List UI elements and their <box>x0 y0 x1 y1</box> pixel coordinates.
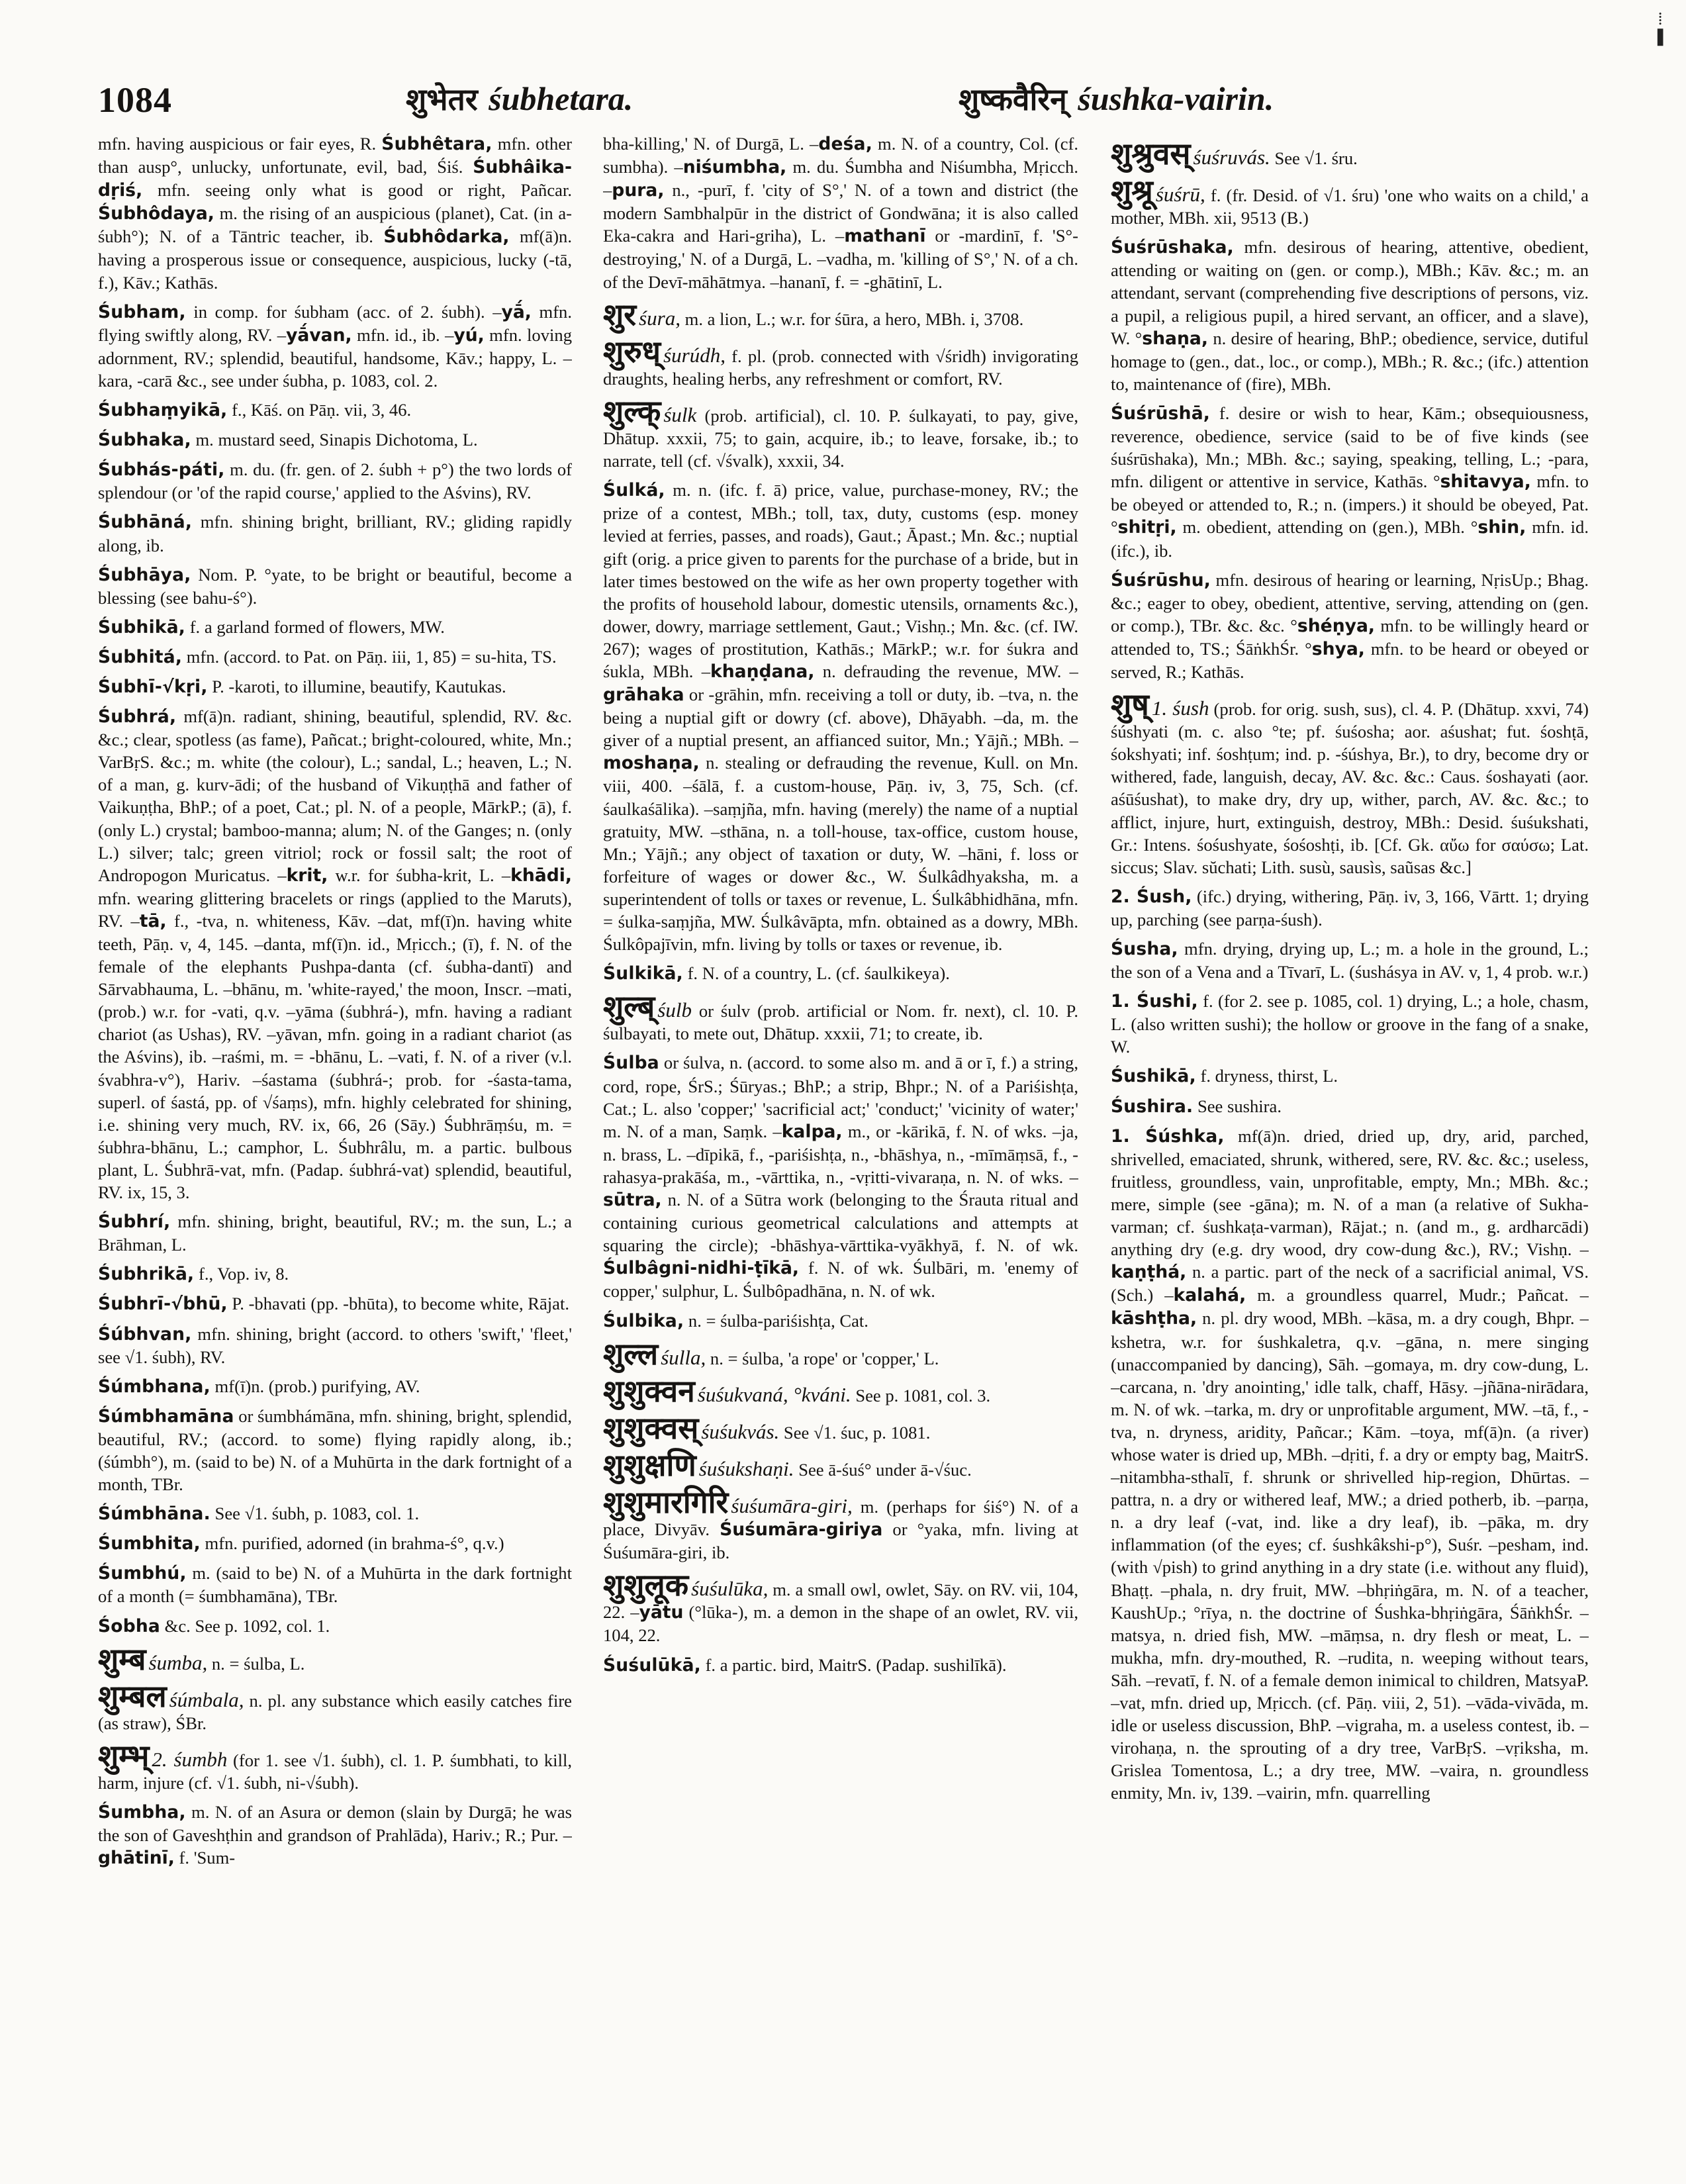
definition-text: n. = śulba, L. <box>207 1653 305 1674</box>
compound-headword: kalpa, <box>781 1121 843 1142</box>
dictionary-entry <box>1111 1125 1589 1805</box>
devanagari-headword: शुशुक्वस् <box>603 1409 699 1446</box>
headword: Śúbhvan, <box>98 1323 192 1345</box>
compound-headword: yā́, <box>501 301 532 322</box>
headword: Śubhitá, <box>98 646 183 667</box>
definition-text: or śulv (prob. artificial or Nom. fr. next), cl. 10. P. śulbayati, to mete out, Dhātup. xxxii, 71; to create, ib. <box>603 1001 1078 1044</box>
definition-text: m., or -kārikā, f. N. of wks. –ja, n. brass, L. –dīpikā, f., -pariśishṭa, n., -bhāshya, n., -mīmāṃsā, f., -rahasya-prakāśa, m., -vārttika, n., -vṛitti-vivaraṇa, n. N. of wks. – <box>603 1121 1078 1187</box>
headword: Śubhêtara, <box>381 134 492 154</box>
definition-text: m. a groundless quarrel, Mudr.; Pañcat. – <box>1246 1285 1589 1306</box>
dictionary-entry <box>1111 1095 1589 1118</box>
definition-text: w.r. for śubha-krit, L. – <box>328 865 511 885</box>
compound-headword: khādi, <box>510 865 572 886</box>
headword: deśa, <box>818 134 872 154</box>
root-entry <box>1111 175 1589 229</box>
compound-headword: ghātinī, <box>98 1848 175 1869</box>
definition-text: See ā-śuś° under ā-√śuc. <box>794 1459 972 1480</box>
dictionary-entry <box>603 962 1078 985</box>
definition-text: mfn. wearing glittering bracelets or rings (applied to the Maruts), RV. – <box>98 888 572 931</box>
definition-text: (prob. artificial), cl. 10. P. śulkayati, to pay, give, Dhātup. xxxii, 75; to gain, acquire, ib.; to leave, forsake, ib.; to narrate, tell (cf. √śvalk), xxxii, 34. <box>603 405 1078 471</box>
column-1 <box>98 132 572 2145</box>
compound-headword: krit, <box>286 865 328 886</box>
definition-text: m. N. of a country, Col. (cf. sumbha). – <box>603 134 1078 177</box>
dictionary-entry <box>98 458 572 504</box>
headword: Śulba <box>603 1053 659 1074</box>
headword: Śubhī-√kṛi, <box>98 676 208 697</box>
roman-headword: 1. śush <box>1151 696 1209 720</box>
headword: Śubhrikā, <box>98 1264 195 1285</box>
devanagari-headword: शुशुक्वन <box>603 1372 695 1409</box>
compound-headword: Śubhôdarka, <box>383 226 510 248</box>
roman-headword: śulb <box>657 998 692 1022</box>
dictionary-entry <box>1111 236 1589 395</box>
headword: Śushikā, <box>1111 1066 1196 1087</box>
compound-headword: Śubhôdaya, <box>98 203 214 224</box>
root-entry <box>603 1372 1078 1409</box>
compound-headword: mathanī <box>844 226 926 247</box>
definition-text: n. pl. dry wood, MBh. –kāsa, m. a dry cough, Bhpr. –kshetra, w.r. for śushkaletra, q.v. –gāna, n. mere singing (unaccompanied by dancing), Sāh. –gomaya, m. dry cow-dung, L. –carcana, n. 'dry anointing,' idle talk, chaff, Hāsy. –jñāna-nirādara, m. N. of wk. –tarka, m. dry or unprofitable argument, MW. –tā, f., -tva, n. dryness, aridity, Pañcar.; Kām. –toya, mf(ā)n. (a river) whose water is dried up, MBh. –dṛiti, f. a dry or empty bag, MaitrS. –nitambha-sthalī, f. shrunk or shrivelled hip-region, Dhūrtas. –pattra, n. a dry or withered leaf, MW.; a dried potherb, ib. –parṇa, n. a dry leaf (-vat, ind. like a dry leaf), ib. –pāka, m. dry inflammation (of the eyes; cf. śushkâkshi-p°), Suśr. –pesham, ind. (with √pish) to grind anything in a dry state (i.e. without any fluid), Bhaṭṭ. –phala, n. dry fruit, MW. –bhṛiṅgāra, m. N. of a teacher, KaushUp.; °rīya, n. the doctrine of Śushka-bhṛiṅgāra, ŚāṅkhŚr. –matsya, n. dried fish, MW. –māṃsa, n. dry flesh or meat, L. –mukha, mfn. dry-mouthed, R. –rudita, n. weeping without tears, Sāh. –revatī, f. N. of a female demon inimical to children, MatsyaP. –vat, mfn. dried up, Mṛicch. (cf. Pāṇ. viii, 2, 51). –vāda-vivāda, m. idle or useless discussion, BhP. –vigraha, m. a useless contest, ib. –virohaṇa, n. the sprouting of a dry tree, VarBṛS. –vṛiksha, m. Grislea Tomentosa, L.; a dry tree, MW. –vaira, n. groundless enmity, Mn. iv, 139. –vairin, mfn. quarrelling <box>1111 1308 1589 1803</box>
definition-text: n. stealing or defrauding the revenue, Kull. on Mn. viii, 400. –śālā, f. a custom-house, Pāṇ. iv, 3, 75, Sch. (cf. śaulkaśālika). –saṃjña, mfn. having (merely) the name of a nuptial gratuity, MW. –sthāna, n. a toll-house, tax-office, custom house, Mn.; Yājñ.; any object of taxation or duty, W. –hāni, f. loss or forfeiture of wages or dower &c., W. Śulkâdhyaksha, m. a superintendent of tolls or taxes or revenue, L. Śulkâbhidhāna, mfn. = śulka-saṃjña, MW. Śulkâvāpta, mfn. obtained as a dowry, MBh. Śulkôpajīvin, mfn. living by tolls or taxes or revenue, ib. <box>603 753 1078 955</box>
headword: Śulbika, <box>603 1310 684 1331</box>
definition-text: (°lūka-), m. a demon in the shape of an owlet, RV. vii, 104, 22. <box>603 1602 1078 1646</box>
left-guide-roman: śubhetara. <box>489 80 633 117</box>
devanagari-headword: शुल्ल <box>603 1335 659 1372</box>
dictionary-entry <box>98 510 572 556</box>
left-guide-devanagari: शुभेतर <box>406 81 478 117</box>
definition-text: m. a lion, L.; w.r. for śūra, a hero, MBh. i, 3708. <box>680 309 1024 329</box>
right-guide-devanagari: शुष्कवैरिन् <box>959 81 1067 117</box>
devanagari-headword: शुम्भ् <box>98 1737 150 1774</box>
definition-text: f. dryness, thirst, L. <box>1195 1066 1338 1086</box>
definition-text: f. 'Sum- <box>174 1848 236 1868</box>
definition-text: n., -purī, f. 'city of S°,' N. of a town and district (the modern Sambhalpūr in the district of Gondwāna; it is also called Eka-cakra and Hari-griha), L. – <box>603 180 1078 246</box>
definition-text: mfn. (accord. to Pat. on Pāṇ. iii, 1, 85) = su-hita, TS. <box>182 646 557 667</box>
dictionary-entry <box>98 1562 572 1607</box>
roman-headword: śuśukvás. <box>701 1419 780 1443</box>
devanagari-headword: शुशुमारगिरि <box>603 1484 729 1520</box>
compound-headword: kāshṭha, <box>1111 1308 1197 1329</box>
roman-headword: śuśulūka, <box>691 1577 769 1601</box>
roman-headword: śuśrū, <box>1155 183 1205 207</box>
definition-text: mfn. desirous of hearing or learning, NṛisUp.; Bhag. &c.; eager to obey, obedient, attentive, serving, attending on (gen. or comp.), TBr. &c. &c. ° <box>1111 569 1589 636</box>
definition-text: m. (perhaps for śiś°) N. of a place, Divyāv. <box>603 1496 1078 1540</box>
devanagari-headword: शुल्ब् <box>603 988 655 1025</box>
compound-headword: moshaṇa, <box>603 753 700 774</box>
compound-headword: Śubhâika-dṛiś, <box>98 157 572 201</box>
definition-text: or -grāhin, mfn. receiving a toll or duty, ib. –tva, n. the being a nuptial gift or dowry (cf. above), Dhāyabh. –da, m. the giver of a nuptial present, an affianced suitor, Mn.; Yājñ.; MBh. – <box>603 685 1078 751</box>
compound-headword: yātu <box>639 1602 684 1623</box>
definition-text: P. -karoti, to illumine, beautify, Kautukas. <box>207 676 506 696</box>
definition-text: m. obedient, attending on (gen.), MBh. ° <box>1176 517 1478 538</box>
compound-headword: shitavya, <box>1440 471 1531 493</box>
definition-text: mf(ā)n. having a prosperous issue or consequence, auspicious, lucky (-tā, f.), Kāv.; Kathās. <box>98 226 572 293</box>
compound-headword: kaṇṭhá, <box>1111 1262 1187 1283</box>
devanagari-headword: शुरुध् <box>603 333 661 369</box>
definition-text: or -mardinī, f. 'S°-destroying,' N. of a Durgā, L. –vadha, m. 'killing of S°,' N. of a ch. of the Devī-māhātmya. –hananī, f. = -ghātinī, L. <box>603 226 1078 292</box>
left-guide-word <box>406 79 633 118</box>
compound-headword: kalahá, <box>1173 1285 1246 1306</box>
headword: Śubhrá, <box>98 706 177 728</box>
definition-text: See √1. śru. <box>1270 148 1358 168</box>
entry-continuation: mfn. having auspicious or fair eyes, R. <box>98 134 382 154</box>
definition-text: (for 1. see √1. śubh), cl. 1. P. śumbhati, to kill, harm, injure (cf. √1. śubh, ni-√śubh). <box>98 1750 572 1793</box>
compound-headword: shéṇya, <box>1297 615 1376 636</box>
definition-text: mfn. to be obeyed or attended to, R.; n. (impers.) it should be obeyed, Pat. ° <box>1111 471 1589 538</box>
headword: 1. Śúshka, <box>1111 1125 1225 1147</box>
roman-headword: śulk <box>663 403 697 426</box>
definition-text: &c. See p. 1092, col. 1. <box>160 1615 330 1636</box>
root-entry <box>603 395 1078 472</box>
definition-text: mfn. loving adornment, RV.; splendid, beautiful, handsome, Kāv.; happy, L. –kara, -carā &c., see under śubha, p. 1083, col. 2. <box>98 324 572 391</box>
definition-text: m. mustard seed, Sinapis Dichotoma, L. <box>191 430 478 450</box>
roman-headword: śura, <box>639 306 680 330</box>
dictionary-entry <box>1111 937 1589 983</box>
definition-text: mfn. shining, bright (accord. to others 'swift,' 'fleet,' see √1. śubh), RV. <box>98 1323 572 1367</box>
definition-text: mfn. desirous of hearing, attentive, obedient, attending or waiting on (gen. or comp.), MBh.; Kāv. &c.; m. an attendant, servant (comprehending five descriptions of persons, viz. a pupil, a religious pupil, a hired servant, an officer, and a slave), W. ° <box>1111 237 1589 348</box>
definition-text: m. the rising of an auspicious (planet), Cat. (in a-śubh°); N. of a Tāntric teacher, ib. <box>98 203 572 247</box>
definition-text: f., Vop. iv, 8. <box>194 1264 289 1284</box>
dictionary-entry <box>1111 990 1589 1058</box>
devanagari-headword: शुशुलूक <box>603 1567 689 1603</box>
dictionary-entry <box>98 1375 572 1398</box>
dictionary-entry <box>603 132 1078 293</box>
definition-text: mfn. to be willingly heard or attended to, TS.; ŚāṅkhŚr. ° <box>1111 615 1589 659</box>
headword: Śushira. <box>1111 1096 1194 1117</box>
definition-text: mfn. seeing only what is good or right, Pañcar. <box>142 180 572 201</box>
definition-text: n. defrauding the revenue, MW. – <box>814 661 1078 681</box>
definition-text: See p. 1081, col. 3. <box>851 1385 991 1405</box>
definition-text: mfn. purified, adorned (in brahma-ś°, q.v.) <box>200 1533 504 1554</box>
definition-text: f. pl. (prob. connected with √śridh) invigorating draughts, healing herbs, any refreshment or comfort, RV. <box>603 346 1078 389</box>
dictionary-entry <box>98 301 572 392</box>
compound-headword: sūtra, <box>603 1190 662 1211</box>
headword: Śobha <box>98 1615 161 1637</box>
dictionary-entry <box>98 1615 572 1638</box>
root-entry <box>603 1335 1078 1372</box>
compound-headword: grāhaka <box>603 685 684 706</box>
definition-text: f., Kāś. on Pāṇ. vii, 3, 46. <box>227 400 412 420</box>
headword: Śulkikā, <box>603 963 683 984</box>
roman-headword: śuśruvás. <box>1193 146 1270 169</box>
headword: Śubhás-páti, <box>98 459 225 481</box>
dictionary-entry <box>98 1502 572 1525</box>
dictionary-entry <box>98 1532 572 1555</box>
definition-text: mfn. flying swiftly along, RV. – <box>98 301 572 345</box>
compound-headword: Śuśumāra-giriya <box>720 1519 883 1541</box>
devanagari-headword: शुम्ब <box>98 1640 146 1677</box>
headword: Śubhrí, <box>98 1211 171 1233</box>
dictionary-entry <box>98 1262 572 1286</box>
definition-text: f. (fr. Desid. of √1. śru) 'one who waits on a child,' a mother, MBh. xii, 9513 (B.) <box>1111 185 1589 228</box>
roman-headword: śuśukshaṇi. <box>698 1456 794 1480</box>
compound-headword: niśumbha, <box>682 157 787 178</box>
definition-text: f. a garland formed of flowers, MW. <box>185 616 445 637</box>
compound-headword: tā, <box>139 910 167 931</box>
headword: 2. Śush, <box>1111 886 1192 907</box>
roman-headword: śuśumāra-giri, <box>731 1494 853 1517</box>
headword: Śuśrūshā, <box>1111 403 1211 424</box>
headword: Śubhaṃyikā, <box>98 400 228 421</box>
devanagari-headword: शुम्बल <box>98 1678 167 1714</box>
compound-headword: pura, <box>612 180 665 201</box>
definition-text: f. (for 2. see p. 1085, col. 1) drying, L.; a hole, chasm, L. (also written sushi); the hollow or groove in the fang of a snake, W. <box>1111 991 1589 1057</box>
definition-text: mf(ī)n. (prob.) purifying, AV. <box>210 1376 420 1396</box>
root-entry <box>98 1737 572 1794</box>
definition-text: mf(ā)n. dried, dried up, dry, arid, parched, shrivelled, emaciated, shrunk, withered, sere, RV. &c. &c.; useless, fruitless, groundless, vain, unprofitable, empty, Mn.; MBh. &c.; mere, simple (see -gāna); m. N. of a man (a relative of Sukha-varman; cf. śushkaṭa-varman), Rājat.; n. (and m., g. ardharcādi) anything dry (e.g. dry wood, dry cow-dung &c.), RV.; Vishṇ. – <box>1111 1125 1589 1260</box>
definition-text: mfn. drying, drying up, L.; m. a hole in the ground, L.; the son of a Vena and a Tīvarī, L. (śushásya in AV. v, 1, 4 prob. w.r.) <box>1111 939 1589 982</box>
dictionary-entry <box>98 645 572 669</box>
headword: Śúmbhāna. <box>98 1503 211 1525</box>
dictionary-entry <box>1111 569 1589 683</box>
headword: Śubhāná, <box>98 512 193 533</box>
column-3 <box>1111 132 1589 2145</box>
dictionary-entry <box>603 1654 1078 1677</box>
headword: Śubhaka, <box>98 430 191 451</box>
right-guide-roman: śushka-vairin. <box>1078 80 1274 117</box>
headword: Śumbhú, <box>98 1563 187 1584</box>
entry-continuation: bha-killing,' N. of Durgā, L. – <box>603 134 819 154</box>
definition-text: or śumbhámāna, mfn. shining, bright, splendid, beautiful, RV.; (accord. to some) flying rapidly along, ib.; (śúmbh°), m. (said to be) N. of a Muhūrta in the dark fortnight of a month, TBr. <box>98 1405 572 1495</box>
definition-text: f. N. of a country, L. (cf. śaulkikeya). <box>682 963 950 984</box>
headword: Śusha, <box>1111 939 1178 959</box>
definition-text: mfn. other than ausp°, unlucky, unfortunate, evil, bad, Śiś. <box>98 134 572 177</box>
compound-headword: yā́van, <box>286 324 352 346</box>
devanagari-headword: शुश्रुवस् <box>1111 136 1191 171</box>
headword: Śuśrūshaka, <box>1111 237 1234 258</box>
definition-text: f. a partic. bird, MaitrS. (Padap. sushilīkā). <box>700 1654 1007 1675</box>
headword: Śúmbhamāna <box>98 1405 234 1427</box>
root-entry <box>603 1569 1078 1646</box>
root-entry <box>98 1640 572 1677</box>
root-entry <box>603 1409 1078 1446</box>
dictionary-entry <box>98 132 572 294</box>
dictionary-entry <box>98 675 572 698</box>
root-entry <box>98 1680 572 1734</box>
definition-text: P. -bhavati (pp. -bhūta), to become white, Rājat. <box>227 1294 570 1314</box>
definition-text: or śulva, n. (accord. to some also m. and ā or ī, f.) a string, cord, rope, ŚrS.; Śūryas.; BhP.; a strip, Bhpr.; N. of a Pariśishṭa, Cat.; L. also 'copper;' 'sacrificial act;' 'conduct;' 'vicinity of water;' m. N. of a man, Saṃk. – <box>603 1053 1078 1141</box>
definition-text: (ifc.) drying, withering, Pāṇ. iv, 3, 166, Vārtt. 1; drying up, parching (see parṇa-śush). <box>1111 886 1589 929</box>
headword: Śubhikā, <box>98 616 186 638</box>
devanagari-headword: शुश्रू <box>1111 173 1153 209</box>
headword: Śubham, <box>98 301 186 322</box>
dictionary-entry <box>98 705 572 1204</box>
definition-text: mf(ā)n. radiant, shining, beautiful, splendid, RV. &c. &c.; clear, spotless (as fame), Pañcat.; bright-coloured, white, Mn.; VarBṛS. &c.; m. white (the colour), L.; sandal, L.; heaven, L.; N. of a man, g. kurv-ādi; of the husband of Vikuṇṭhā and father of Vaikuṇṭha, BhP.; of a poet, Cat.; pl. N. of a people, MārkP.; (ā), f. (only L.) crystal; bamboo-manna; alum; N. of the Ganges; n. (only L.) silver; talc; green vitriol; rock or fossil salt; the root of Andropogon Muricatus. – <box>98 706 572 885</box>
definition-text: See √1. śuc, p. 1081. <box>779 1422 931 1443</box>
definition-text: n. desire of hearing, BhP.; obedience, service, dutiful homage to (gen., dat., loc., or comp.), MBh.; R. &c.; (ifc.) attention to, maintenance of (fire), MBh. <box>1111 328 1589 394</box>
compound-headword: shaṇa, <box>1142 328 1208 349</box>
definition-text: See sushira. <box>1193 1096 1282 1116</box>
dictionary-entry <box>1111 1065 1589 1088</box>
compound-headword: shya, <box>1311 638 1365 659</box>
definition-text: Nom. P. °yate, to be bright or beautiful, become a blessing (see bahu-ś°). <box>98 564 572 608</box>
headword: Śumbhita, <box>98 1533 201 1554</box>
page-header <box>98 79 1589 132</box>
roman-headword: śuśukvaná, °kváni. <box>697 1382 851 1406</box>
root-entry <box>1111 688 1589 878</box>
dictionary-entry <box>98 1210 572 1256</box>
right-guide-word <box>959 79 1274 118</box>
compound-headword: shitṛi, <box>1117 517 1177 538</box>
root-entry <box>603 990 1078 1045</box>
definition-text: f., -tva, n. whiteness, Kāv. –dat, mf(ī)n. having white teeth, Pāṇ. v, 4, 145. –danta, mf(ī)n. id., Mṛicch.; (ī), f. N. of the female of the elephants Pushpa-danta (cf. śubha-dantī) and Sārvabhauma, L. –bhānu, m. 'white-rayed,' the moon, Inscr. –mati, (prob.) w.r. for -vati, q.v. –yāma (śubhrá-), mfn. having a radiant chariot (as Ushas), RV. –yāvan, mfn. going in a radiant chariot (as the Aśvins), ib. –raśmi, m. = -bhānu, L. –vati, f. N. of a river (v.l. śvabhra-v°), Hariv. –śastama (śubhrá-; prob. for -śasta-tama, superl. of śastá, pp. of √śaṃs), mfn. highly celebrated for shining, i.e. shining very much, RV. ix, 66, 26 (Sāy.) Śubhrāṃśu, m. = śubhra-bhānu, L.; camphor, L. Śubhrâlu, m. a partic. bulbous plant, L. Śubhrā-vat, mfn. (Padap. śubhrá-vat) splendid, beautiful, RV. ix, 15, 3. <box>98 910 572 1203</box>
root-entry <box>603 1486 1078 1564</box>
definition-text: n. pl. any substance which easily catches fire (as straw), ŚBr. <box>98 1690 572 1733</box>
definition-text: mfn. to be heard or obeyed or served, R.; Kathās. <box>1111 638 1589 682</box>
headword: Śuśulūkā, <box>603 1654 701 1676</box>
definition-text: f. desire or wish to hear, Kām.; obsequiousness, reverence, obedience, service (said to be of five kinds (see śuśrūshaka), Mn.; MBh. &c.; saying, speaking, telling, L.; -para, mfn. diligent or attentive in service, Kathās. ° <box>1111 403 1589 492</box>
headword: Śúmbhana, <box>98 1376 211 1397</box>
compound-headword: yú, <box>453 324 485 346</box>
page-number: 1084 <box>98 80 172 120</box>
column-2 <box>603 132 1078 2145</box>
dictionary-entry <box>603 1051 1078 1302</box>
dictionary-entry <box>1111 885 1589 931</box>
headword: Śumbha, <box>98 1802 186 1823</box>
definition-text: m. (said to be) N. of a Muhūrta in the dark fortnight of a month (= śumbhamāna), TBr. <box>98 1563 572 1607</box>
dictionary-entry <box>98 399 572 422</box>
dictionary-entry <box>98 563 572 609</box>
definition-text: m. du. (fr. gen. of 2. śubh + p°) the two lords of splendour (or 'of the rapid course,' applied to the Aśvins), RV. <box>98 459 572 503</box>
definition-text: m. n. (ifc. f. ā) price, value, purchase-money, RV.; the prize of a contest, MBh.; toll, tax, duty, customs (esp. money levied at ferries, passes, and roads), Gaut.; Āpast.; Mn. &c.; nuptial gift (orig. a price given to parents for the purchase of a bride, but in later times bestowed on the wife as her own property together with the profits of household labour, domestic utensils, ornaments &c.), dower, dowry, marriage settlement, Gaut.; Vishṇ.; Mn. &c. (cf. IW. 267); wages of prostitution, Kathās.; MārkP.; w.r. for śukra and śukla, MBh. – <box>603 480 1078 681</box>
definition-text: mfn. shining bright, brilliant, RV.; gliding rapidly along, ib. <box>98 512 572 555</box>
definition-text: (prob. for orig. sush, sus), cl. 4. P. (Dhātup. xxvi, 74) śúshyati (m. c. also °te; pf. śuśosha; aor. aśushat; fut. śoshṭā, śokshyati; inf. śoshṭum; ind. p. -śúshya, Br.), to dry, become dry or withered, fade, languish, decay, AV. &c. &c.: Caus. śoshayati (aor. aśūśushat), to make dry, dry up, wither, parch, AV. &c. &c.; to afflict, injure, hurt, extinguish, destroy, MBh.: Desid. śuśukshati, Gr.: Intens. śośushyate, śośoshṭi, ib. [Cf. Gk. αὔω for σαύσω; Lat. siccus; Slav. sŭchati; Lith. susù, sausìs, saũsas &c.] <box>1111 699 1589 877</box>
roman-headword: 2. śumbh <box>152 1747 228 1771</box>
definition-text: See √1. śubh, p. 1083, col. 1. <box>210 1503 420 1524</box>
headword: Śuśrūshu, <box>1111 569 1211 591</box>
dictionary-columns <box>98 132 1595 2152</box>
roman-headword: śulla, <box>661 1345 706 1369</box>
roman-headword: śurúdh, <box>663 343 726 367</box>
headword: Śulká, <box>603 480 665 501</box>
definition-text: in comp. for śubham (acc. of 2. śubh). – <box>185 301 502 322</box>
devanagari-headword: शुर <box>603 296 637 332</box>
dictionary-entry <box>98 428 572 451</box>
root-entry <box>603 296 1078 332</box>
definition-text: n. = śulba-pariśishṭa, Cat. <box>684 1310 868 1331</box>
definition-text: f. N. of wk. Śulbāri, m. 'enemy of copper,' sulphur, L. Śulbôpadhāna, n. N. of wk. <box>603 1258 1078 1302</box>
root-entry <box>603 1449 1078 1481</box>
compound-headword: shin, <box>1477 517 1526 538</box>
dictionary-entry <box>98 1801 572 1870</box>
definition-text: mfn. id. (ifc.), ib. <box>1111 517 1589 561</box>
compound-headword: khaṇḍana, <box>710 661 815 682</box>
definition-text: n. a partic. part of the neck of a sacrificial animal, VS. (Sch.) – <box>1111 1262 1589 1306</box>
headword: Śubhāya, <box>98 564 191 585</box>
dictionary-entry <box>98 1405 572 1496</box>
root-entry <box>603 333 1078 390</box>
devanagari-headword: शुष् <box>1111 687 1149 723</box>
dictionary-entry <box>98 1323 572 1368</box>
devanagari-headword: शुल्क् <box>603 393 661 429</box>
definition-text: m. N. of an Asura or demon (slain by Durgā; he was the son of Gaveshṭhin and grandson of Prahlāda), Hariv.; R.; Pur. – <box>98 1802 572 1846</box>
headword: 1. Śushi, <box>1111 991 1198 1012</box>
roman-headword: śumba, <box>148 1650 208 1674</box>
dictionary-entry <box>603 479 1078 955</box>
dictionary-entry <box>603 1309 1078 1333</box>
definition-text: or °yaka, mfn. living at Śuśumāra-giri, ib. <box>603 1519 1078 1563</box>
headword: Śubhrī-√bhū, <box>98 1294 228 1315</box>
dictionary-entry <box>98 616 572 639</box>
dictionary-entry <box>98 1292 572 1315</box>
corner-mark: ⁞ ❚ <box>1653 9 1667 46</box>
definition-text: mfn. id., ib. – <box>351 324 454 345</box>
definition-text: m. du. Śumbha and Niśumbha, Mṛicch. – <box>603 157 1078 201</box>
compound-headword: Śulbâgni-nidhi-ṭīkā, <box>603 1258 800 1279</box>
dictionary-entry <box>1111 402 1589 562</box>
roman-headword: śúmbala, <box>169 1687 244 1711</box>
definition-text: n. N. of a Sūtra work (belonging to the Śrauta ritual and containing curious geometrical calculations and attempts at squaring the circle); -bhāshya-vārttika-vyākhyā, f. N. of wk. <box>603 1190 1078 1256</box>
definition-text: n. = śulba, 'a rope' or 'copper,' L. <box>706 1348 939 1368</box>
definition-text: mfn. shining, bright, beautiful, RV.; m. the sun, L.; a Brāhman, L. <box>98 1211 572 1255</box>
root-entry <box>1111 138 1589 169</box>
definition-text: m. a small owl, owlet, Sāy. on RV. vii, 104, 22. – <box>603 1580 1078 1623</box>
devanagari-headword: शुशुक्षणि <box>603 1447 696 1483</box>
